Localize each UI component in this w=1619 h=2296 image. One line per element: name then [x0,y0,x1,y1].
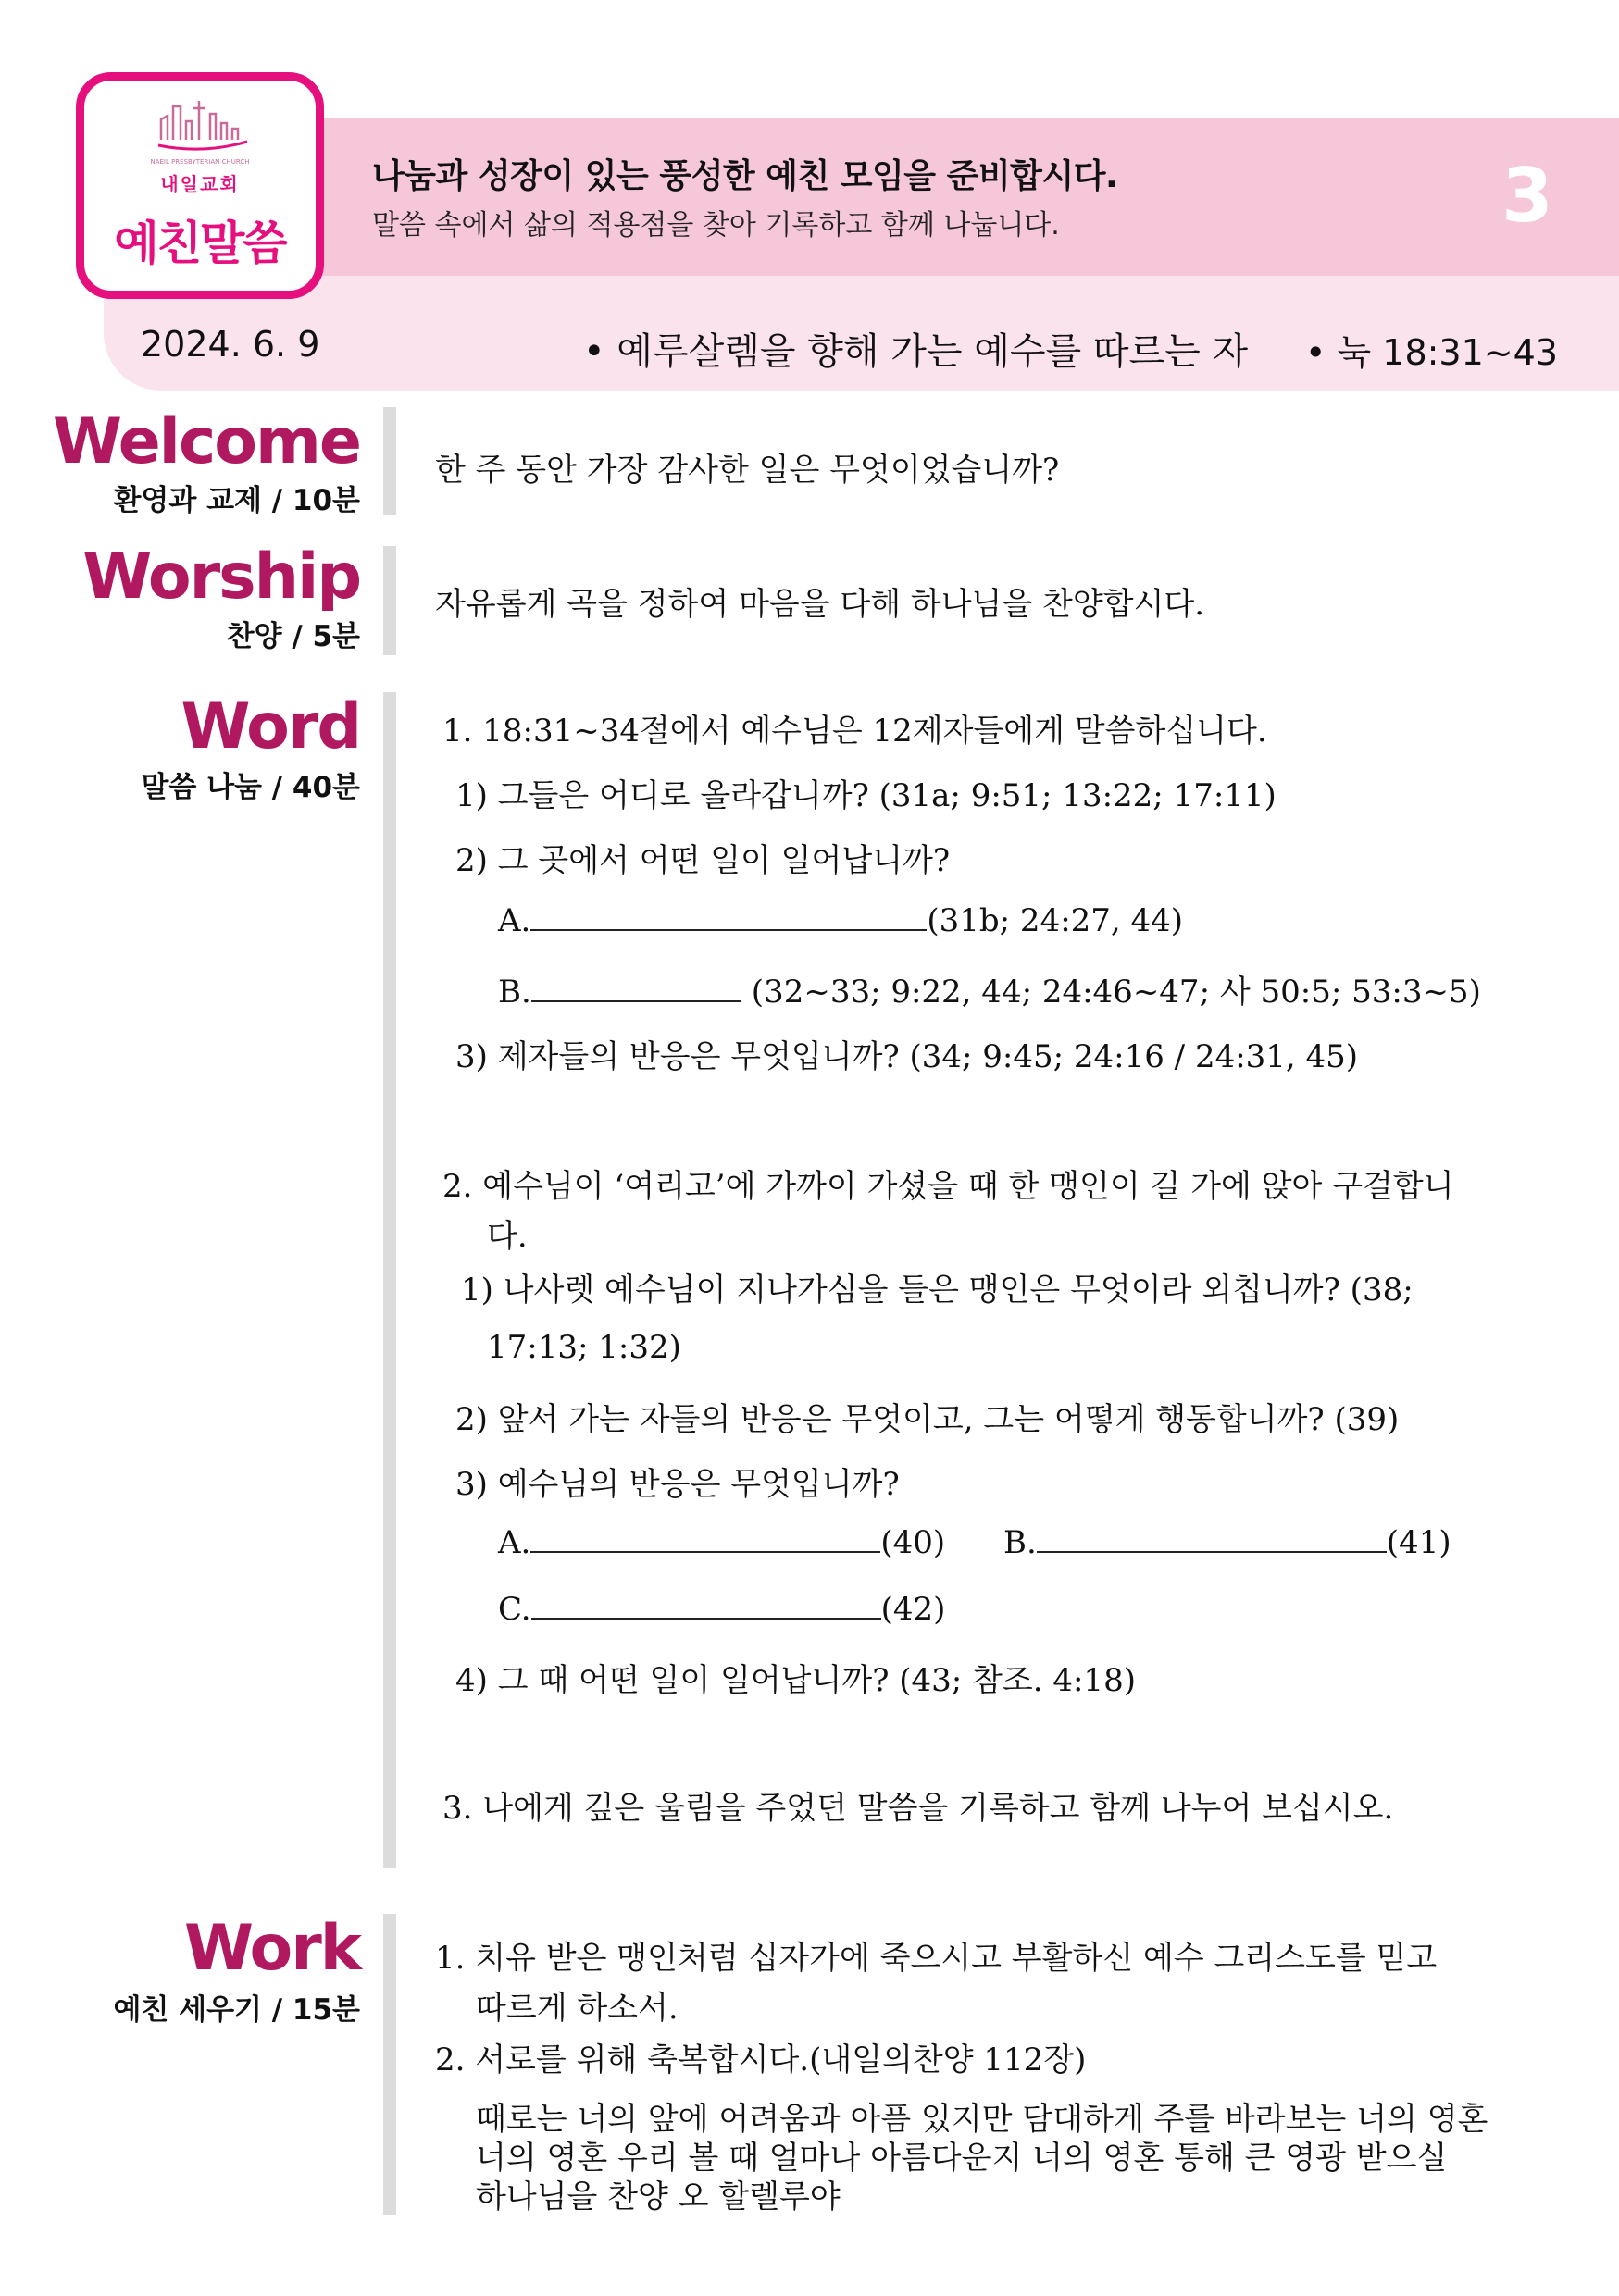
word-question-2-line2: 다. [487,1218,528,1255]
page-number: 3 [1501,153,1553,239]
date: 2024. 6. 9 [141,324,320,365]
work-item-1-line1: 1. 치유 받은 맹인처럼 십자가에 죽으시고 부활하신 예수 그리스도를 믿고 [435,1940,1438,1977]
church-logo-icon [156,93,249,158]
word-question-2-2: 2) 앞서 가는 자들의 반응은 무엇이고, 그는 어떻게 행동합니까? (39) [455,1401,1400,1438]
welcome-divider [383,407,396,515]
hymn-lyric-line-2: 너의 영혼 우리 볼 때 얼마나 아름다운지 너의 영혼 통해 큰 영광 받으실 [476,2140,1448,2177]
sermon-title: • 예루살렘을 향해 가는 예수를 따르는 자 [583,330,1249,373]
word-question-2-4: 4) 그 때 어떤 일이 일어납니까? (43; 참조. 4:18) [455,1662,1136,1699]
answer-blank[interactable] [530,1523,880,1553]
answer-reference: (42) [880,1591,946,1628]
answer-label: A. [498,1524,531,1561]
word-question-1-3: 3) 제자들의 반응은 무엇입니까? (34; 9:45; 24:16 / 24:31, 45) [455,1038,1359,1075]
answer-line-2-3b [1003,1523,1451,1561]
word-question-1-1: 1) 그들은 어디로 올라갑니까? (31a; 9:51; 13:22; 17:11) [455,777,1277,814]
word-subtitle: 말씀 나눔 / 40분 [141,771,360,804]
work-title: Work [183,1912,360,1985]
word-question-3: 3. 나에게 깊은 울림을 주었던 말씀을 기록하고 함께 나누어 보십시오. [442,1790,1394,1827]
work-item-2: 2. 서로를 위해 축복합시다.(내일의찬양 112장) [435,2042,1087,2079]
worship-title: Worship [82,540,360,614]
answer-blank[interactable] [531,973,741,1002]
brand-title: 예친말씀 [114,217,286,270]
word-question-2-1-line2: 17:13; 1:32) [487,1329,681,1366]
work-divider [383,1914,396,2215]
work-subtitle: 예친 세우기 / 15분 [113,1993,360,2027]
word-question-2-line1: 2. 예수님이 ‘여리고’에 가까이 가셨을 때 한 맹인이 길 가에 앉아 구걸합니 [442,1168,1454,1205]
word-question-1-2: 2) 그 곳에서 어떤 일이 일어납니까? [455,842,951,879]
answer-label: B. [1003,1524,1037,1561]
word-title: Word [181,690,360,763]
answer-reference: (32~33; 9:22, 44; 24:46~47; 사 50:5; 53:3~5) [751,974,1481,1011]
answer-reference: (31b; 24:27, 44) [927,902,1184,939]
hymn-lyric-line-3: 하나님을 찬양 오 할렐루야 [476,2178,841,2215]
welcome-title: Welcome [52,405,360,478]
answer-label: A. [498,902,531,939]
scripture-reference: • 눅 18:31~43 [1305,332,1558,373]
logo-box [76,72,324,299]
header-subtitle: 말씀 속에서 삶의 적용점을 찾아 기록하고 함께 나눕니다. [372,209,1060,242]
header-band [278,118,1619,276]
answer-line-2-3a [498,1523,945,1561]
work-item-1-line2: 따르게 하소서. [476,1990,679,2027]
answer-blank[interactable] [1037,1523,1387,1553]
worship-subtitle: 찬양 / 5분 [226,620,360,653]
answer-blank[interactable] [530,901,927,931]
welcome-subtitle: 환영과 교제 / 10분 [113,484,360,517]
word-question-1: 1. 18:31~34절에서 예수님은 12제자들에게 말씀하십니다. [442,713,1267,750]
worship-text: 자유롭게 곡을 정하여 마음을 다해 하나님을 찬양합시다. [435,586,1205,623]
church-name: 내일교회 [160,173,240,195]
word-question-2-3: 3) 예수님의 반응은 무엇입니까? [455,1466,900,1503]
answer-reference: (41) [1386,1524,1451,1561]
answer-label: C. [498,1591,531,1628]
word-question-2-1-line1: 1) 나사렛 예수님이 지나가심을 들은 맹인은 무엇이라 외칩니까? (38; [461,1272,1414,1309]
welcome-question: 한 주 동안 가장 감사한 일은 무엇이었습니까? [435,452,1060,489]
header-title: 나눔과 성장이 있는 풍성한 예친 모임을 준비합시다. [372,157,1118,195]
answer-line-1-2a [498,901,1183,939]
hymn-lyric-line-1: 때로는 너의 앞에 어려움과 아픔 있지만 담대하게 주를 바라보는 너의 영혼 [476,2101,1488,2138]
worship-divider [383,546,396,655]
answer-line-2-3c [498,1590,945,1628]
word-divider [383,692,396,1868]
answer-blank[interactable] [531,1590,881,1620]
answer-reference: (40) [880,1524,946,1561]
answer-label: B. [498,974,531,1011]
church-subname: NAEIL PRESBYTERIAN CHURCH [150,158,250,166]
answer-line-1-2b [498,966,1481,1011]
